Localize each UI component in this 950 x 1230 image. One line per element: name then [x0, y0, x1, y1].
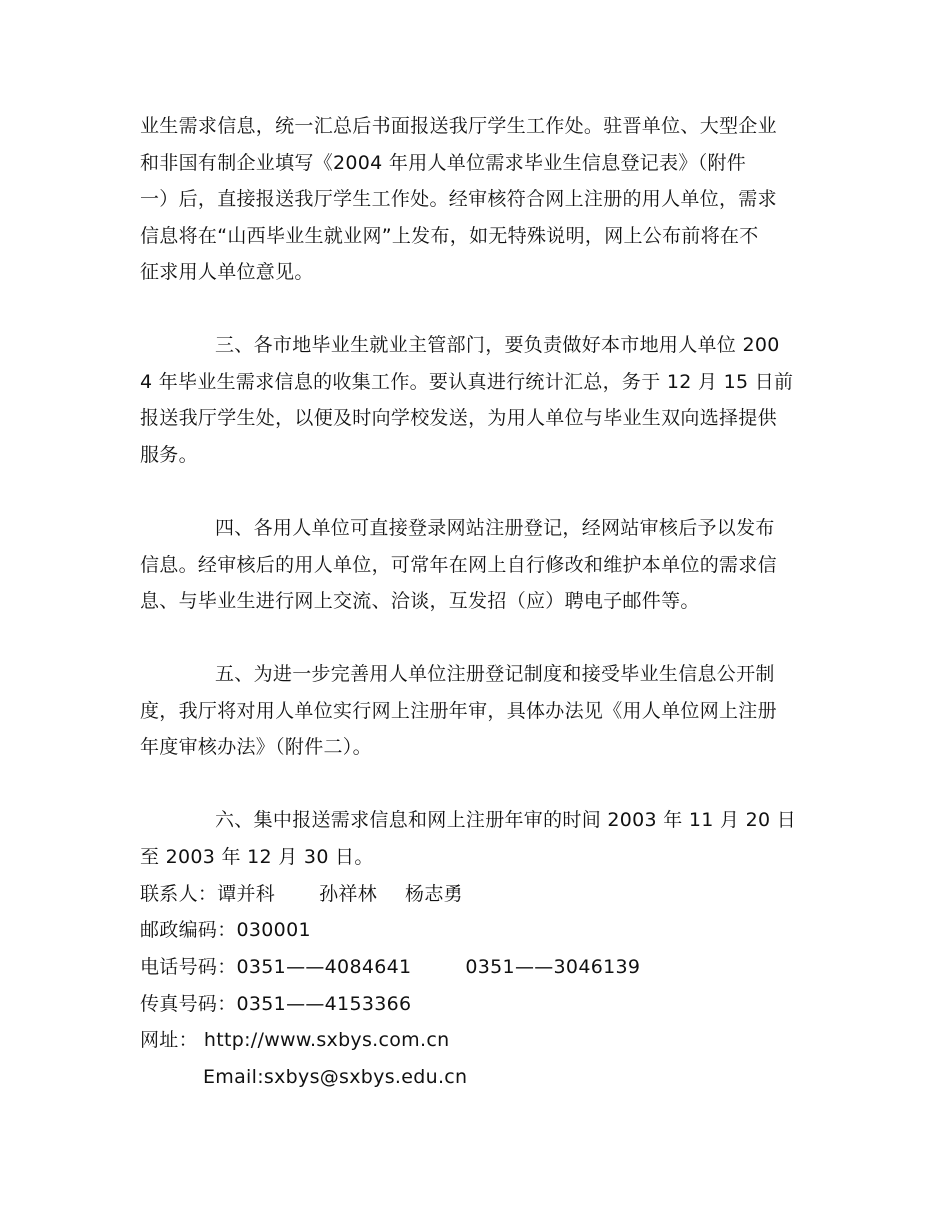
section-three-line: 服务。	[140, 444, 198, 466]
section-four-line: 四、各用人单位可直接登录网站注册登记，经网站审核后予以发布	[215, 517, 775, 539]
contact-name: 孙祥林	[319, 883, 378, 905]
section-five-line: 五、为进一步完善用人单位注册登记制度和接受毕业生信息公开制	[215, 663, 775, 685]
section-five-line: 年度审核办法》（附件二）。	[140, 736, 372, 758]
section-six-line: 至 2003 年 12 月 30 日。	[140, 846, 374, 868]
paragraph-line: 征求用人单位意见。	[140, 261, 314, 283]
contact-persons	[140, 882, 463, 906]
section-six-line: 六、集中报送需求信息和网上注册年审的时间 2003 年 11 月 20 日	[215, 809, 797, 831]
paragraph-line: 业生需求信息，统一汇总后书面报送我厅学生工作处。驻晋单位、大型企业	[140, 115, 777, 137]
contact-label: 联系人：	[140, 883, 218, 905]
section-four-line: 信息。经审核后的用人单位，可常年在网上自行修改和维护本单位的需求信	[140, 554, 777, 576]
postal-label: 邮政编码：	[140, 919, 237, 941]
phone-label: 电话号码：	[140, 956, 237, 978]
phone-number: 0351——3046139	[465, 956, 641, 978]
website-link[interactable]: http://www.sxbys.com.cn	[203, 1029, 450, 1051]
paragraph-line: 一）后，直接报送我厅学生工作处。经审核符合网上注册的用人单位，需求	[140, 188, 777, 210]
website-row	[140, 1028, 449, 1052]
section-five-line: 度，我厅将对用人单位实行网上注册年审，具体办法见《用人单位网上注册	[140, 700, 777, 722]
section-three-line: 报送我厅学生处，以便及时向学校发送，为用人单位与毕业生双向选择提供	[140, 407, 777, 429]
paragraph-line: 信息将在“山西毕业生就业网”上发布，如无特殊说明，网上公布前将在不	[140, 225, 759, 247]
fax-number: 0351——4153366	[236, 993, 412, 1015]
phone-row	[140, 955, 640, 979]
contact-name: 杨志勇	[405, 883, 463, 905]
email-address[interactable]: Email:sxbys@sxbys.edu.cn	[203, 1066, 468, 1088]
postal-code-row	[140, 918, 311, 942]
section-four-line: 息、与毕业生进行网上交流、洽谈，互发招（应）聘电子邮件等。	[140, 590, 700, 612]
fax-row	[140, 992, 411, 1016]
website-label: 网址：	[140, 1029, 198, 1051]
contact-name: 谭并科	[217, 883, 276, 905]
fax-label: 传真号码：	[140, 993, 237, 1015]
paragraph-line: 和非国有制企业填写《2004 年用人单位需求毕业生信息登记表》（附件	[140, 152, 747, 174]
phone-number: 0351——4084641	[236, 956, 412, 978]
postal-code: 030001	[236, 919, 311, 941]
section-three-line: 三、各市地毕业生就业主管部门，要负责做好本市地用人单位 200	[215, 334, 780, 356]
section-three-line: 4 年毕业生需求信息的收集工作。要认真进行统计汇总，务于 12 月 15 日前	[140, 371, 794, 393]
